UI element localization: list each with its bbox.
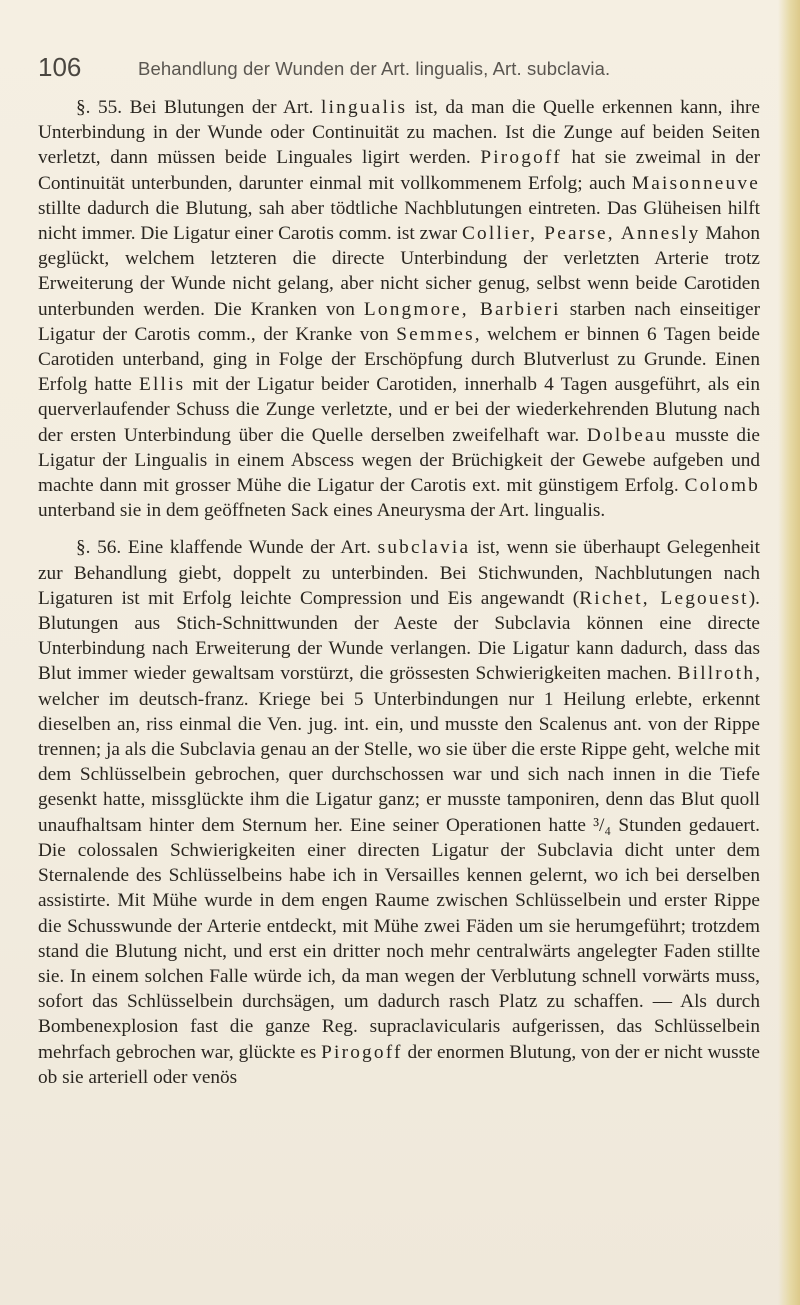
page-number: 106 (38, 52, 82, 82)
text-run: §. 55. Bei Blutungen der Art. (76, 97, 322, 118)
text-run: Mahon geglückt, welchem letzteren die directe Unterbindung der verletzten Arterie trotz Erweiterung der Wunde nicht gelang, aber nicht sicher genug, selbst wenn beide Carotiden unterbunden werden. Die Kranken von (38, 223, 760, 320)
text-run: starben nach einseitiger Ligatur der Carotis comm., der Kranke von (38, 298, 761, 345)
paragraph-56 (38, 535, 760, 1089)
text-run: ist, da man die Quelle erkennen kann, ihre Unterbindung in der Wunde oder Continuität zu machen. Ist die Zunge auf beiden Seiten verletzt, dann müssen beide Linguales ligirt werden. (38, 97, 760, 169)
page-header (38, 52, 738, 92)
text-run: hat sie zweimal in der Continuität unterbunden, darunter einmal mit vollkommenem Erfolg; auch (38, 147, 760, 194)
spaced-name: Maisonneuve (631, 172, 760, 194)
spaced-name: Richet, Legouest (579, 587, 749, 609)
text-run: mit der Ligatur beider Carotiden, innerhalb 4 Tagen ausgeführt, als ein querverlaufender Schuss die Zunge verletzte, und er bei der wiederkehrenden Blutung nach der ersten Unterbindung über die Quelle derselben zweifelhaft war. (38, 374, 760, 446)
spaced-name: Colomb (684, 475, 760, 497)
spaced-name: Collier, Pearse, Annesly (462, 223, 701, 245)
page-edge (778, 0, 800, 1305)
paragraph-55 (38, 95, 760, 523)
spaced-name: Longmore, Barbieri (363, 298, 561, 320)
text-run: ). Blutungen aus Stich-Schnittwunden der Aeste der Subclavia können eine directe Unterbindung nach Erweiterung der Wunde verlangen. Die Ligatur kann dadurch, dass das Blut immer wieder gewaltsam vorstürzt, die grössesten Schwierigkeiten machen. (38, 587, 760, 685)
text-run: §. 56. Eine klaffende Wunde der Art. (76, 537, 378, 559)
spaced-name: Pirogoff (480, 147, 562, 169)
spaced-name: Billroth (677, 663, 756, 685)
text-run: musste die Ligatur der Lingualis in einem Abscess wegen der Brüchigkeit der Gewebe aufgeben und machte dann mit grosser Mühe die Ligatur der Carotis ext. mit günstigem Erfolg. (38, 424, 760, 497)
text-run: , welcher im deutsch-franz. Kriege bei 5 Unterbindungen nur 1 Heilung erlebte, erkennt dieselben an, riss einmal die Ven. jug. int. ein, und musste den Scalenus ant. von der Rippe trennen; ja als die Subclavia genau an der Stelle, wo sie über die erste Rippe geht, welche mit dem Schlüsselbein gebrochen, quer durchschossen war und sich nach innen in die Tiefe gesenkt hatte, missglückte ihm die Ligatur ganz; er musste tamponiren, denn das Blut quoll unaufhaltsam hinter dem Sternum her. Eine seiner Operationen hatte ³/₄ Stunden gedauert. Die colossalen Schwierigkeiten einer directen Ligatur der Subclavia dicht unter dem Sternalende des Schlüsselbeins habe ich in Versailles kennen gelernt, wo ich bei derselben assistirte. Mit Mühe wurde in dem engen Raume zwischen Schlüsselbein und erster Rippe die Schusswunde der Arterie entdeckt, mit Mühe zwei Fäden um sie herumgeführt; trotzdem stand die Blutung nicht, und erst ein dritter noch mehr centralwärts angelegter Faden stillte sie. In einem solchen Falle würde ich, da man wegen der Verblutung schnell vorwärts muss, sofort das Schlüsselbein durchsägen, um dadurch rasch Platz zu schaffen. — Als durch Bombenexplosion fast die ganze Reg. supraclavicularis aufgerissen, das Schlüsselbein mehrfach gebrochen war, glückte es (38, 663, 760, 1063)
spaced-name: Dolbeau (586, 424, 668, 446)
text-run: ist, wenn sie überhaupt Gelegenheit zur Behandlung giebt, doppelt zu unterbinden. Bei Stichwunden, Nachblutungen nach Ligaturen ist mit Erfolg leichte Compression und Eis angewandt ( (38, 537, 761, 609)
body-text (38, 95, 760, 1090)
spaced-name: subclavia (377, 537, 471, 559)
text-run: stillte dadurch die Blutung, sah aber tödtliche Nachblutungen eintreten. Das Glüheisen hilft nicht immer. Die Ligatur einer Carotis comm. ist zwar (38, 197, 760, 245)
text-run: , welchem er binnen 6 Tagen beide Carotiden unterband, ging in Folge der Erschöpfung durch Blutverlust zu Grunde. Einen Erfolg hatte (38, 323, 760, 396)
spaced-name: Ellis (139, 374, 186, 396)
text-run: der enormen Blutung, von der er nicht wusste ob sie arteriell oder venös (38, 1041, 760, 1088)
spaced-name: Pirogoff (321, 1041, 403, 1063)
text-run: unterband sie in dem geöffneten Sack eines Aneurysma der Art. lingualis. (38, 500, 606, 522)
spaced-name: lingualis (321, 97, 408, 118)
spaced-name: Semmes (396, 323, 475, 345)
running-head: Behandlung der Wunden der Art. lingualis, Art. subclavia. (138, 58, 611, 79)
